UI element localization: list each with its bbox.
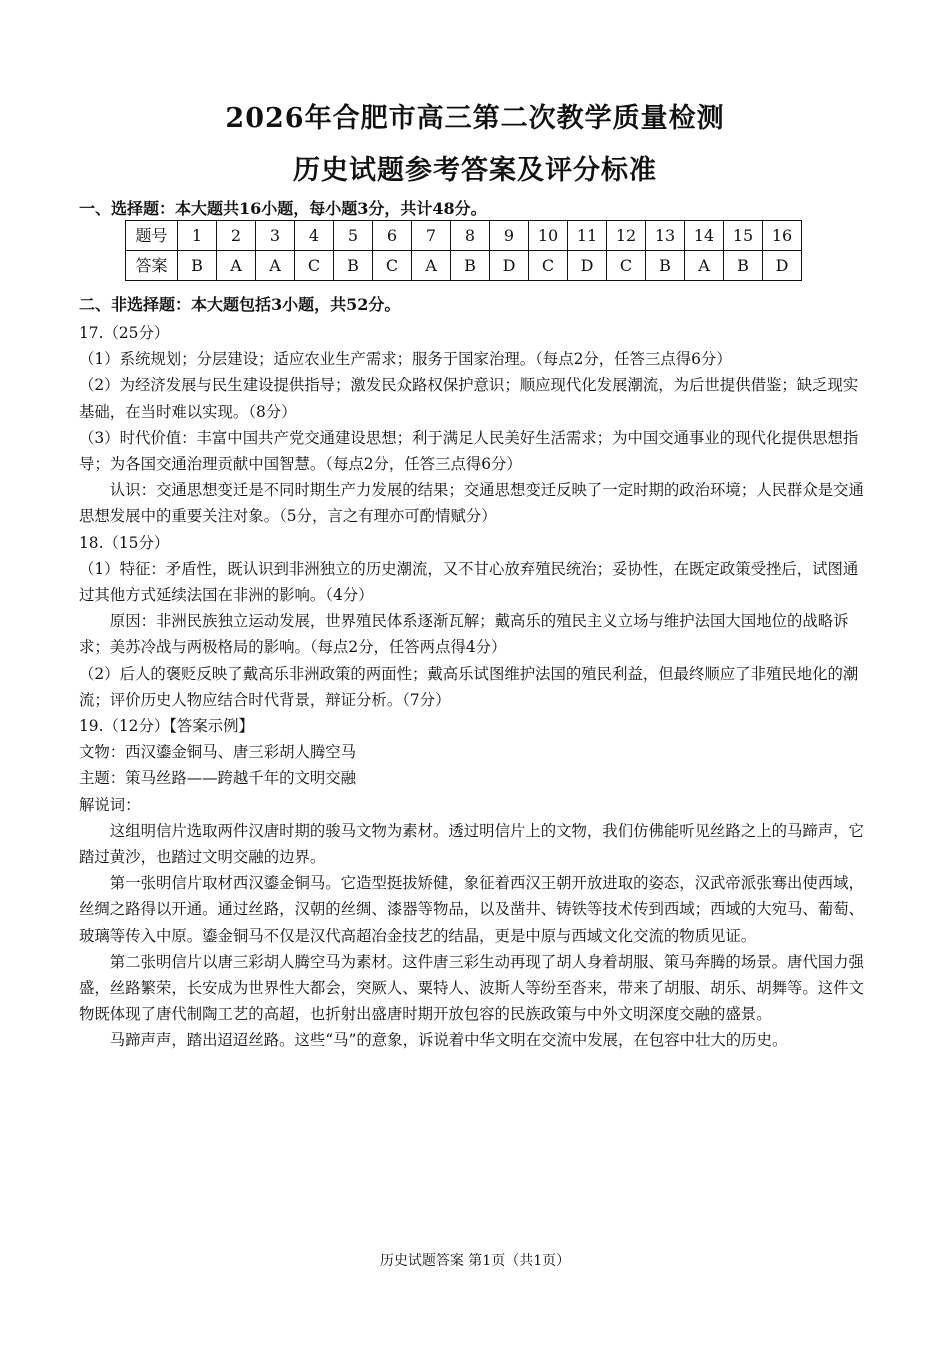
section2-heading: 二、非选择题：本大题包括3小题，共52分。 <box>79 295 401 314</box>
question-number-cell: 15 <box>724 221 763 251</box>
q18-part1-reasons: 原因：非洲民族独立运动发展，世界殖民体系逐渐瓦解；戴高乐的殖民主义立场与维护法国大国地位的战略诉求；美苏冷战与两极格局的影响。（每点2分，任答两点得4分） <box>79 612 849 657</box>
question-number-cell: 2 <box>217 221 256 251</box>
answer-cell: B <box>334 251 373 281</box>
question-number-cell: 12 <box>607 221 646 251</box>
answer-cell: D <box>763 251 802 281</box>
q19-paragraph: 第二张明信片以唐三彩胡人腾空马为素材。这件唐三彩生动再现了胡人身着胡服、策马奔腾的场景。唐代国力强盛，丝路繁荣，长安成为世界性大都会，突厥人、粟特人、波斯人等纷至沓来，带来了胡服、胡乐、胡舞等。这件文物既体现了唐代制陶工艺的高超，也折射出盛唐时期开放包容的民族政策与中外文明深度交融的盛景。 <box>79 952 864 1024</box>
q17-part2: （2）为经济发展与民生建设提供指导；激发民众路权保护意识；顺应现代化发展潮流，为后世提供借鉴；缺乏现实基础，在当时难以实现。（8分） <box>79 376 859 421</box>
q19-paragraph: 第一张明信片取材西汉鎏金铜马。它造型挺拔矫健，象征着西汉王朝开放进取的姿态，汉武帝派张骞出使西域，丝绸之路得以开通。通过丝路，汉朝的丝绸、漆器等物品，以及凿井、铸铁等技术传到西域；西域的大宛马、葡萄、玻璃等传入中原。鎏金铜马不仅是汉代高超冶金技艺的结晶，更是中原与西域文化交流的物质见证。 <box>79 874 864 945</box>
question-number-cell: 3 <box>256 221 295 251</box>
q18-part2: （2）后人的褒贬反映了戴高乐非洲政策的两面性；戴高乐试图维护法国的殖民利益，但最终顺应了非殖民地化的潮流；评价历史人物应结合时代背景，辩证分析。（7分） <box>79 664 859 709</box>
q19-commentary-label: 解说词： <box>79 795 141 814</box>
section1-heading: 一、选择题：本大题共16小题，每小题3分，共计48分。 <box>79 199 487 218</box>
question-row-label: 题号 <box>126 221 178 251</box>
q17-part1: （1）系统规划；分层建设；适应农业生产需求；服务于国家治理。（每点2分，任答三点得6分） <box>79 350 732 369</box>
q17-heading: 17.（25分） <box>79 324 170 342</box>
question-number-cell: 7 <box>412 221 451 251</box>
answer-cell: A <box>217 251 256 281</box>
answer-cell: B <box>451 251 490 281</box>
question-number-cell: 5 <box>334 221 373 251</box>
question-number-cell: 6 <box>373 221 412 251</box>
question-number-cell: 14 <box>685 221 724 251</box>
document-title: 2026年合肥市高三第二次教学质量检测 <box>225 103 725 134</box>
question-number-cell: 10 <box>529 221 568 251</box>
answer-row <box>126 251 802 281</box>
question-number-cell: 4 <box>295 221 334 251</box>
answer-cell: D <box>568 251 607 281</box>
answer-cell: B <box>646 251 685 281</box>
document-subtitle: 历史试题参考答案及评分标准 <box>293 155 657 186</box>
question-number-cell: 16 <box>763 221 802 251</box>
q19-paragraph: 马蹄声声，踏出迢迢丝路。这些“马”的意象，诉说着中华文明在交流中发展，在包容中壮大的历史。 <box>109 1031 788 1050</box>
q19-theme: 主题：策马丝路——跨越千年的文明交融 <box>79 769 357 788</box>
answer-row-label: 答案 <box>126 251 178 281</box>
question-number-cell: 1 <box>178 221 217 251</box>
page-footer: 历史试题答案 第1页（共1页） <box>379 1253 571 1269</box>
answer-cell: B <box>178 251 217 281</box>
q19-paragraph: 这组明信片选取两件汉唐时期的骏马文物为素材。透过明信片上的文物，我们仿佛能听见丝路之上的马蹄声，它踏过黄沙，也踏过文明交融的边界。 <box>79 821 864 867</box>
answer-cell: C <box>373 251 412 281</box>
question-number-cell: 9 <box>490 221 529 251</box>
answer-cell: A <box>256 251 295 281</box>
question-number-row <box>126 221 802 251</box>
q19-artifacts: 文物：西汉鎏金铜马、唐三彩胡人腾空马 <box>79 743 357 762</box>
q19-heading: 19.（12分）【答案示例】 <box>79 717 254 736</box>
question-number-cell: 8 <box>451 221 490 251</box>
answer-cell: A <box>412 251 451 281</box>
answer-cell: C <box>295 251 334 281</box>
q17-part3: （3）时代价值：丰富中国共产党交通建设思想；利于满足人民美好生活需求；为中国交通事业的现代化提供思想指导；为各国交通治理贡献中国智慧。（每点2分，任答三点得6分） <box>79 428 859 474</box>
question-number-cell: 13 <box>646 221 685 251</box>
q17-part3-understanding: 认识：交通思想变迁是不同时期生产力发展的结果；交通思想变迁反映了一定时期的政治环境；人民群众是交通思想发展中的重要关注对象。（5分，言之有理亦可酌情赋分） <box>79 481 864 526</box>
q18-part1: （1）特征：矛盾性，既认识到非洲独立的历史潮流，又不甘心放弃殖民统治；妥协性，在既定政策受挫后，试图通过其他方式延续法国在非洲的影响。（4分） <box>79 559 859 605</box>
answer-body <box>79 320 872 1054</box>
answer-table <box>125 220 802 281</box>
answer-cell: C <box>607 251 646 281</box>
answer-cell: B <box>724 251 763 281</box>
answer-cell: C <box>529 251 568 281</box>
q18-heading: 18.（15分） <box>79 533 170 552</box>
question-number-cell: 11 <box>568 221 607 251</box>
answer-cell: A <box>685 251 724 281</box>
answer-cell: D <box>490 251 529 281</box>
